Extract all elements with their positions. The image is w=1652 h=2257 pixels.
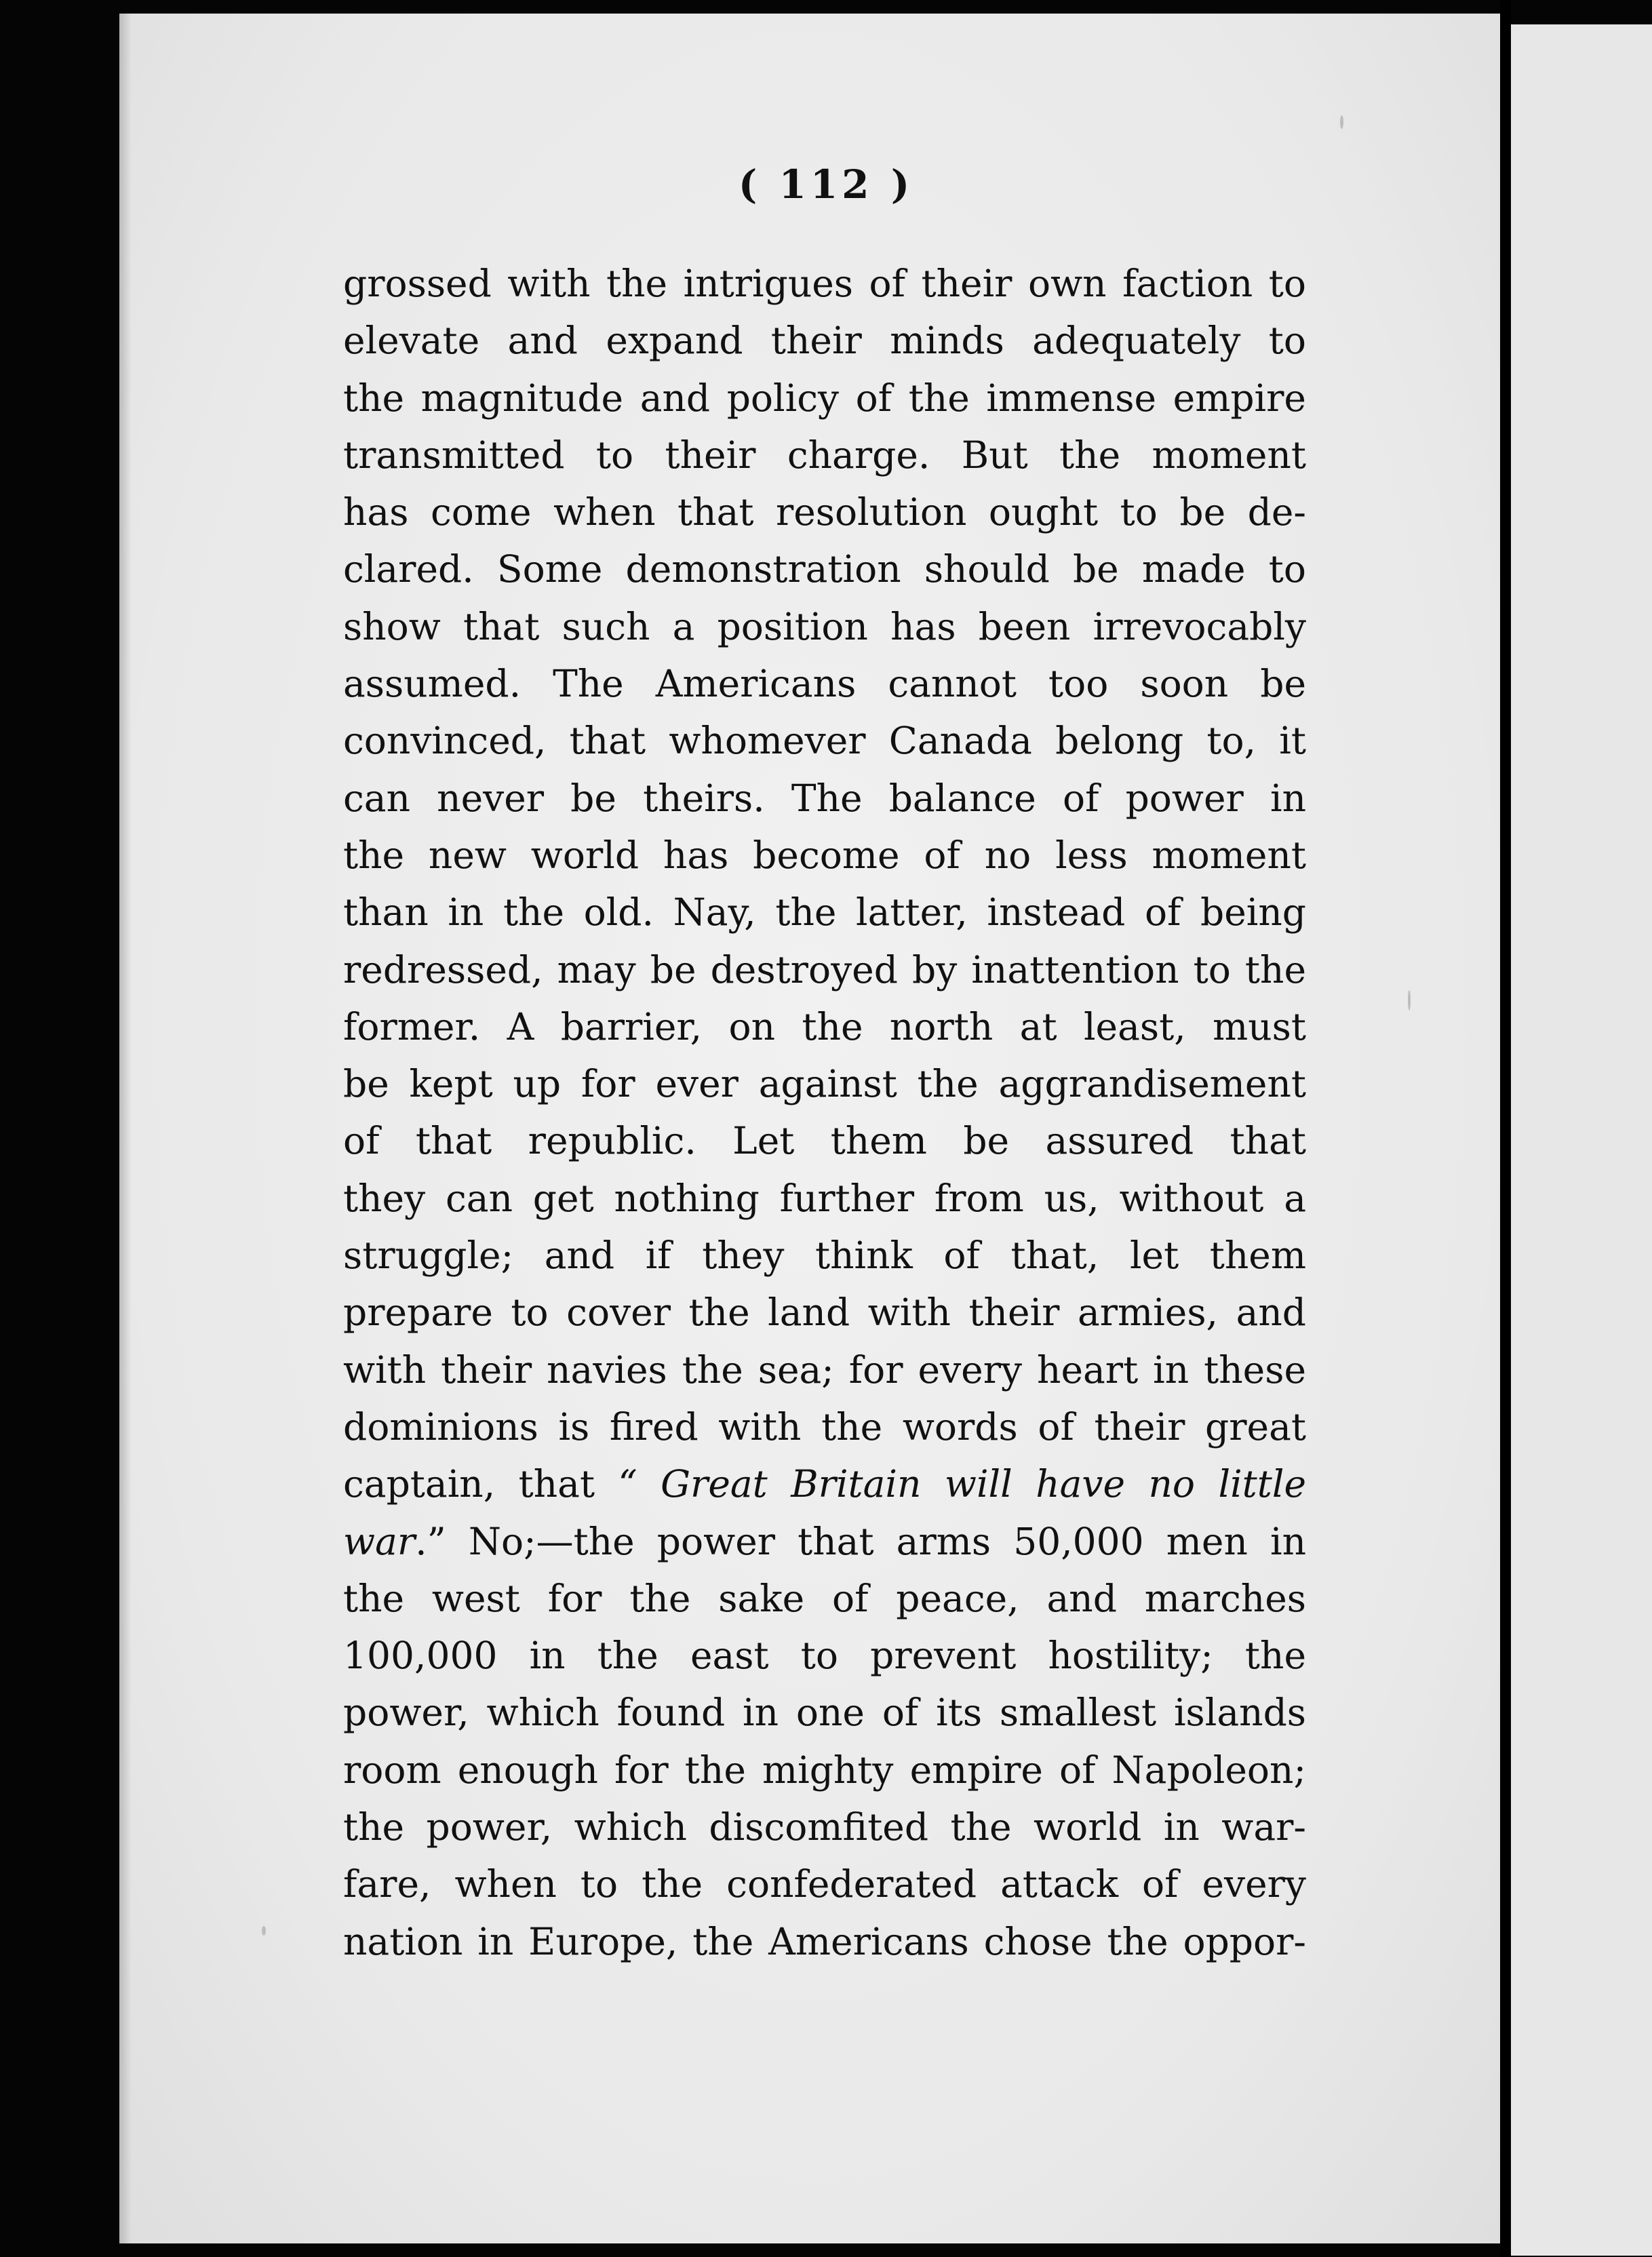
text-line: they can get nothing further from us, without a (343, 1176, 1306, 1220)
text-line: former. A barrier, on the north at least, must (343, 1004, 1306, 1048)
text-line: fare, when to the confederated attack of every (343, 1862, 1306, 1906)
text-line: room enough for the mighty empire of Napoleon; (343, 1748, 1306, 1792)
italic-quote: “ Great Britain will have no little (618, 1462, 1306, 1506)
text-line: dominions is fired with the words of their great (343, 1405, 1306, 1449)
text-span: captain, that (343, 1462, 618, 1506)
paper-speck (262, 1926, 266, 1936)
text-line: elevate and expand their minds adequately to (343, 319, 1306, 363)
text-line: has come when that resolution ought to be de- (343, 490, 1306, 534)
text-line: clared. Some demonstration should be made to (343, 547, 1306, 591)
text-line: struggle; and if they think of that, let them (343, 1234, 1306, 1278)
paper-speck (1340, 115, 1343, 129)
page-shadow-edge (119, 14, 132, 2243)
text-line: of that republic. Let them be assured that (343, 1119, 1306, 1163)
body-text (343, 255, 1306, 1970)
text-line: the new world has become of no less moment (343, 833, 1306, 877)
text-line-with-quote (343, 1513, 1306, 1570)
text-line: the west for the sake of peace, and marches (343, 1576, 1306, 1620)
page-number: ( 112 ) (738, 161, 914, 208)
text-line: redressed, may be destroyed by inattention to the (343, 947, 1306, 992)
text-line: grossed with the intrigues of their own faction to (343, 262, 1306, 305)
text-line: be kept up for ever against the aggrandisement (343, 1062, 1306, 1106)
text-line: than in the old. Nay, the latter, instead of being (343, 890, 1306, 935)
text-line: power, which found in one of its smallest islands (343, 1691, 1306, 1735)
text-line: assumed. The Americans cannot too soon be (343, 662, 1306, 706)
italic-quote: war (343, 1519, 416, 1563)
text-line: convinced, that whomever Canada belong to, it (343, 719, 1306, 763)
adjacent-page-edge (1511, 24, 1652, 2256)
text-line: transmitted to their charge. But the moment (343, 433, 1306, 477)
text-span: .” No;—the power that arms 50,000 men in (415, 1519, 1306, 1563)
text-line: the power, which discomfited the world in war- (343, 1805, 1306, 1849)
paper-speck (1408, 990, 1411, 1010)
text-line: prepare to cover the land with their armies, and (343, 1291, 1306, 1335)
text-line: the magnitude and policy of the immense empire (343, 376, 1306, 420)
text-line: 100,000 in the east to prevent hostility; the (343, 1634, 1306, 1678)
text-line: nation in Europe, the Americans chose the oppor- (343, 1919, 1306, 1963)
text-line-with-quote (343, 1455, 1306, 1512)
text-line: show that such a position has been irrevocably (343, 604, 1306, 648)
text-line: with their navies the sea; for every heart in these (343, 1348, 1306, 1392)
text-line: can never be theirs. The balance of power in (343, 776, 1306, 820)
page-gutter (1500, 0, 1511, 2257)
